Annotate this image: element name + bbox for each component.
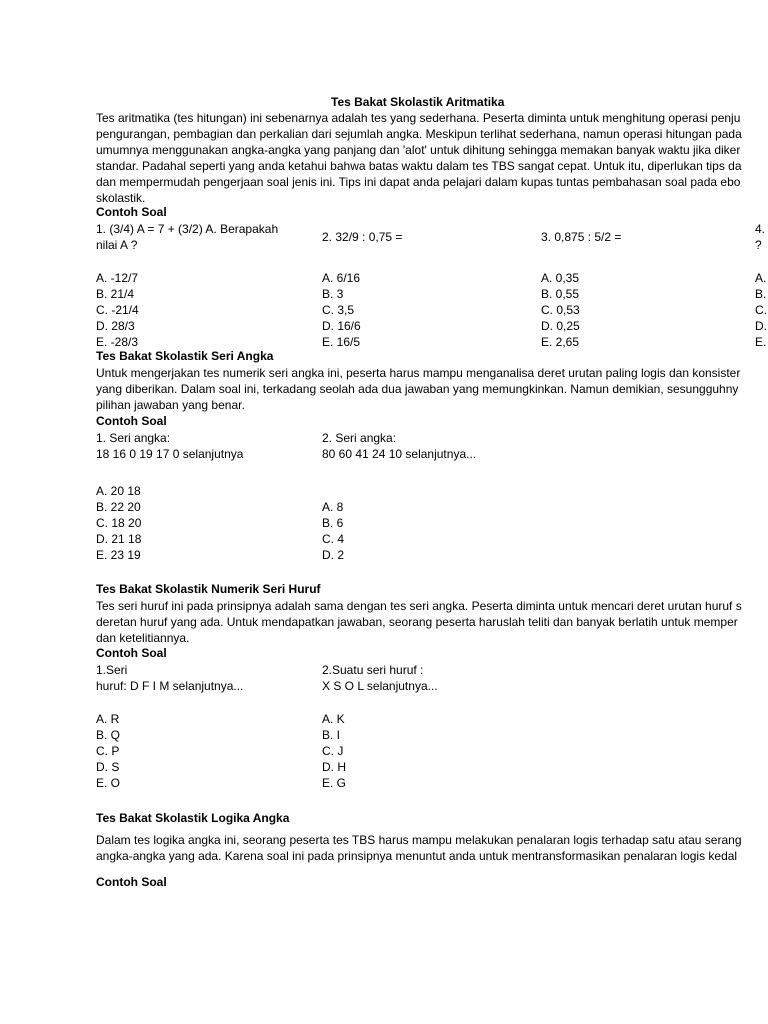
option-list: A. 6/16 B. 3 C. 3,5 D. 16/6 E. 16/5 [322,271,361,349]
section-title-seri-huruf: Tes Bakat Skolastik Numerik Seri Huruf [96,582,321,596]
option-list: A. K B. I C. J D. H E. G [322,712,347,790]
example-heading: Contoh Soal [96,205,167,219]
example-heading: Contoh Soal [96,646,167,660]
question-block: 1. (3/4) A = 7 + (3/2) A. Berapakah nilai A ? [96,222,279,252]
paragraph-seri-angka: Untuk mengerjakan tes numerik seri angka ini, peserta harus mampu menganalisa deret urutan paling logis dan konsister yang diberikan. Dalam soal ini, terkadang seolah ada dua jawaban yang memungkinkan. Namun demikian, sesungguhny pilihan jawaban yang benar. [96,366,741,412]
question-block: 1.Seri huruf: D F I M selanjutnya... [96,663,244,693]
option-list: A. -12/7 B. 21/4 C. -21/4 D. 28/3 E. -28/3 [96,271,139,349]
paragraph-aritmatika: Tes aritmatika (tes hitungan) ini sebenarnya adalah tes yang sederhana. Peserta diminta untuk menghitung operasi penju pengurangan, pembagian dan perkalian dari sejumlah angka. Meskipun terlihat sederhana, namun operasi hitungan pada umumnya menggunakan angka-angka yang panjang dan 'alot' untuk dihitung sehingga memakan banyak waktu jika diker standar. Padahal seperti yang anda ketahui bahwa batas waktu dalam tes TBS sangat cepat. Untuk itu, diperlukan tips da dan mempermudah pengerjaan soal jenis ini. Tips ini dapat anda pelajari dalam kupas tuntas pembahasan soal pada ebo skolastik. [96,111,742,205]
question-block: 2.Suatu seri huruf : X S O L selanjutnya... [322,663,438,693]
option-list: A. R B. Q C. P D. S E. O [96,712,121,790]
paragraph-logika-angka: Dalam tes logika angka ini, seorang peserta tes TBS harus mampu melakukan penalaran logis terhadap satu atau serang angka-angka yang ada. Karena soal ini pada prinsipnya menuntut anda untuk mentransformasikan penalaran logis kedal [96,833,742,863]
section-title-seri-angka: Tes Bakat Skolastik Seri Angka [96,349,274,363]
paragraph-seri-huruf: Tes seri huruf ini pada prinsipnya adalah sama dengan tes seri angka. Peserta diminta untuk mencari deret urutan huruf s deretan huruf yang ada. Untuk mendapatkan jawaban, seorang peserta haruslah teliti dan banyak berlatih untuk memper dan ketelitiannya. [96,599,742,645]
section-title-aritmatika: Tes Bakat Skolastik Aritmatika [331,95,505,109]
option-list: A. B. C. D. E. [755,271,767,349]
question-block: 2. 32/9 : 0,75 = [322,230,403,244]
option-list: A. 20 18 B. 22 20 C. 18 20 D. 21 18 E. 23 19 [96,484,142,562]
question-block: 4. ? [755,222,766,252]
question-block: 3. 0,875 : 5/2 = [541,230,622,244]
section-title-logika-angka: Tes Bakat Skolastik Logika Angka [96,811,290,825]
example-heading: Contoh Soal [96,875,167,889]
example-heading: Contoh Soal [96,414,167,428]
option-list: A. 8 B. 6 C. 4 D. 2 [322,500,345,562]
option-list: A. 0,35 B. 0,55 C. 0,53 D. 0,25 E. 2,65 [541,271,580,349]
question-block: 2. Seri angka: 80 60 41 24 10 selanjutnya... [322,431,477,461]
question-block: 1. Seri angka: 18 16 0 19 17 0 selanjutnya [96,431,244,461]
